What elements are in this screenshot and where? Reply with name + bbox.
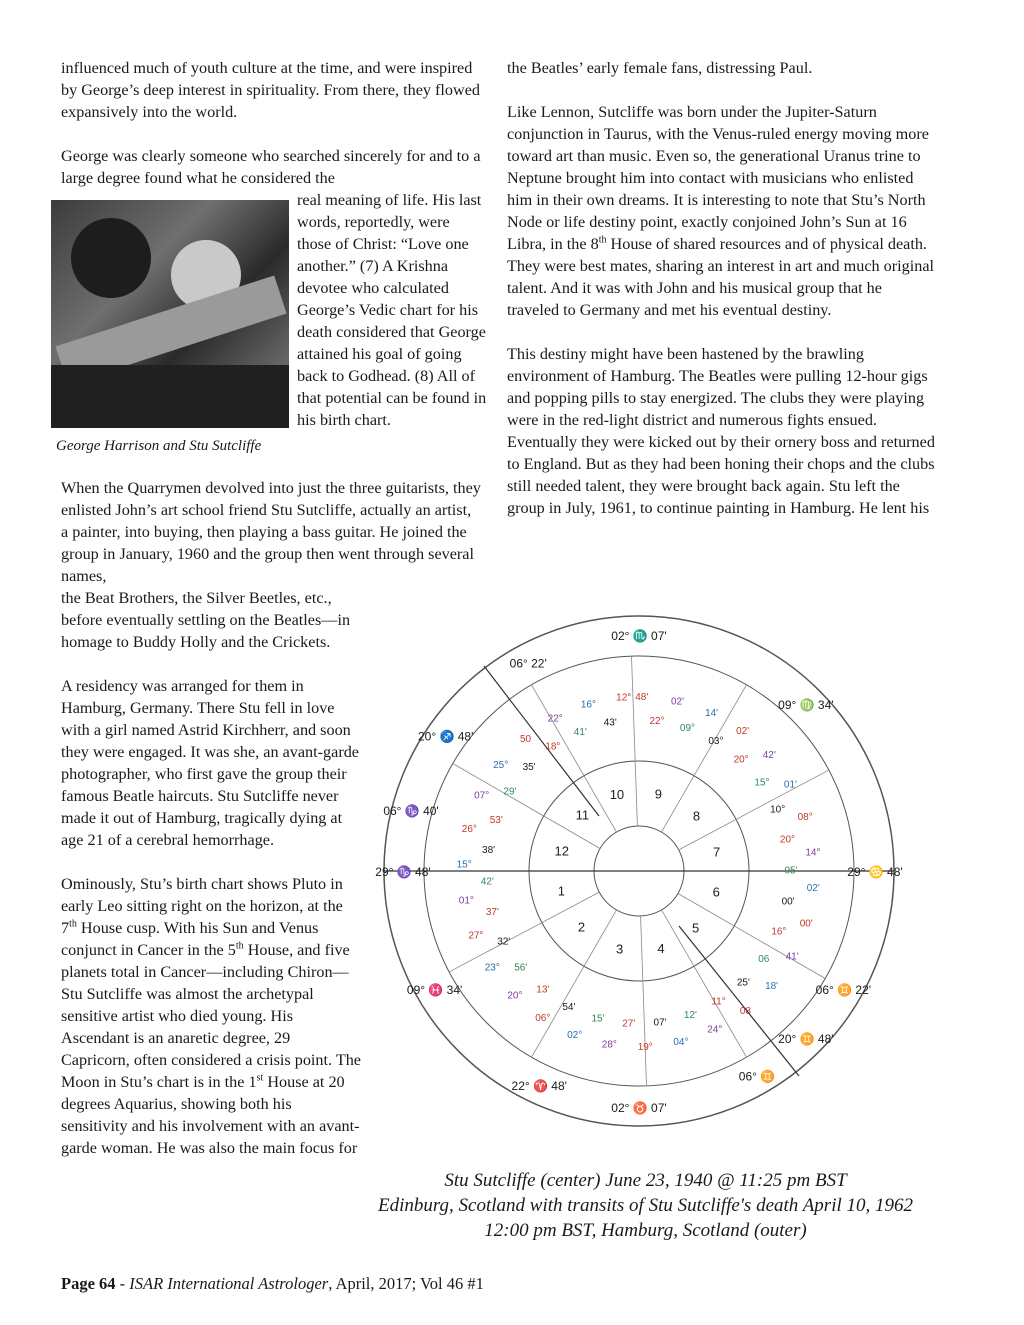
house-number: 3	[616, 941, 624, 957]
planet-degree-label: 23°	[484, 962, 500, 974]
planet-degree-label: 15'	[591, 1013, 605, 1025]
house-number: 9	[654, 786, 662, 802]
paragraph: A residency was arranged for them in Hamburg, Germany. There Stu fell in love with a girl named Astrid Kirchherr, and soon they were engaged. It was she, an avant-garde photographer, who first gave the group their famous Beatle haircuts. Stu Sutcliffe never made it out of Hamburg, tragically dying at age 21 of a cerebral hemorrhage.	[61, 677, 359, 849]
planet-degree-label: 25°	[493, 759, 509, 771]
planet-degree-label: 53'	[489, 814, 503, 826]
astrology-bi-wheel-chart	[369, 605, 909, 1150]
planet-degree-label: 12°	[616, 692, 632, 704]
paragraph: the Beat Brothers, the Silver Beetles, etc., before eventually settling on the Beatles—in homage to Buddy Holly and the Crickets.	[61, 589, 351, 651]
planet-degree-label: 42'	[480, 876, 494, 888]
cusp-label: 06° 22'	[509, 656, 547, 671]
planet-degree-label: 50	[519, 733, 532, 745]
house-number: 11	[575, 807, 590, 823]
planet-degree-label: 18'	[765, 981, 779, 993]
paragraph: influenced much of youth culture at the time, and were inspired by George’s deep interest in spirituality. From there, they flowed expansively into the world.	[61, 59, 480, 121]
page-number: Page 64	[61, 1274, 116, 1293]
planet-degree-label: 24°	[707, 1024, 723, 1036]
planet-degree-label: 22°	[547, 713, 563, 725]
planet-degree-label: 18°	[545, 741, 561, 753]
planet-degree-label: 14°	[805, 847, 821, 859]
planet-degree-label: 27°	[468, 930, 484, 942]
planet-degree-label: 08°	[797, 812, 813, 824]
house-cusp-line	[678, 894, 825, 979]
house-cusp-line	[662, 910, 747, 1057]
planet-degree-label: 29'	[503, 786, 517, 798]
planet-degree-label: 15°	[456, 859, 472, 871]
caption-line: Stu Sutcliffe (center) June 23, 1940 @ 11:25 pm BST	[444, 1170, 847, 1191]
planet-degree-label: 04°	[673, 1036, 689, 1048]
cusp-label: 02° ♉ 07'	[611, 1101, 667, 1115]
house-cusp-line	[631, 656, 637, 826]
planet-degree-label: 02'	[806, 883, 820, 895]
wrapped-text	[297, 189, 487, 431]
caption-line: Edinburg, Scotland with transits of Stu Sutcliffe's death April 10, 1962	[377, 1195, 913, 1216]
house-number: 7	[713, 844, 721, 860]
planet-degree-label: 01°	[458, 895, 474, 907]
cusp-label: 09° ♓ 34'	[406, 983, 463, 997]
cusp-label: 06° ♊ 22'	[815, 983, 872, 997]
planet-degree-label: 22°	[649, 716, 665, 728]
paragraph: Like Lennon, Sutcliffe was born under the Jupiter-Saturn conjunction in Taurus, with the Venus-ruled energy moving more toward art than music. Even so, the generational Uranus trine to Neptune brought him into contact with musicians who enlisted him in their own dreams. It is interesting to note that Stu’s North Node or life destiny point, exactly conjoined John’s Sun at 16 Libra, in the 8th House of shared resources and of physical death. They were best mates, sharing an interest in art and much original talent. And it was with John and his musical group that he traveled to Germany and met his eventual destiny.	[507, 103, 935, 319]
planet-degree-label: 43'	[603, 717, 617, 729]
planet-degree-label: 02°	[567, 1029, 583, 1041]
right-column	[507, 57, 937, 519]
planet-degree-label: 07'	[653, 1017, 667, 1029]
chart-caption	[358, 1168, 933, 1243]
planet-degree-label: 11°	[711, 996, 726, 1008]
left-column-middle	[61, 477, 481, 587]
house-number: 4	[657, 940, 665, 956]
planet-degree-label: 56'	[514, 962, 528, 974]
house-cusp-line	[641, 916, 647, 1086]
planet-degree-label: 32'	[497, 936, 511, 948]
house-number: 8	[692, 808, 701, 824]
planet-degree-label: 41'	[785, 951, 799, 963]
planet-degree-label: 16°	[580, 699, 596, 711]
planet-degree-label: 20°	[779, 834, 796, 846]
magazine-title: ISAR International Astrologer	[129, 1274, 329, 1293]
planet-degree-label: 27'	[622, 1018, 636, 1030]
planet-degree-label: 08	[739, 1005, 751, 1017]
house-number: 6	[712, 884, 720, 900]
house-cusp-line	[453, 764, 600, 849]
planet-degree-label: 05'	[784, 865, 798, 877]
planet-degree-label: 12'	[683, 1010, 697, 1022]
planet-degree-label: 06°	[535, 1013, 551, 1025]
house-number: 5	[691, 920, 700, 936]
cusp-label: 22° ♈ 48'	[511, 1078, 567, 1093]
left-column-top	[61, 57, 481, 189]
planet-degree-label: 38'	[482, 845, 496, 857]
issue-info: , April, 2017; Vol 46 #1	[328, 1274, 484, 1293]
planet-degree-label: 25'	[736, 977, 750, 989]
planet-degree-label: 02'	[670, 696, 685, 708]
photo-george-and-stu	[51, 200, 289, 428]
planet-degree-label: 03°	[708, 735, 724, 747]
cusp-label: 06° ♑ 40'	[383, 803, 439, 818]
planet-degree-label: 01'	[783, 779, 797, 791]
cusp-label: 29° ♋ 48'	[847, 865, 903, 879]
planet-degree-label: 41'	[573, 726, 587, 738]
cusp-label: 02° ♏ 07'	[611, 629, 667, 643]
planet-degree-label: 37'	[485, 907, 499, 919]
house-number: 12	[554, 843, 569, 859]
cusp-label: 20° ♐ 48'	[417, 729, 474, 744]
planet-degree-label: 28°	[601, 1039, 617, 1051]
caption-line: 12:00 pm BST, Hamburg, Scotland (outer)	[484, 1220, 807, 1241]
paragraph: Ominously, Stu’s birth chart shows Pluto in early Leo sitting right on the horizon, at the 7th House cusp. With his Sun and Venus conjunct in Cancer in the 5th House, and five planets total in Cancer—including Chiron—Stu Sutcliffe was almost the archetypal sensitive artist who died young. His Ascendant is an anaretic degree, 29 Capricorn, often considered a crisis point. The Moon in Stu’s chart is in the 1st House at 20 degrees Aquarius, showing both his sensitivity and his involvement with an avant-garde woman. He was also the main focus for	[61, 875, 361, 1157]
planet-degree-label: 02'	[736, 725, 750, 737]
cusp-label: 20° ♊ 48'	[778, 1031, 834, 1046]
left-column-bottom	[61, 587, 361, 1159]
chart-planet-labels	[457, 692, 821, 1053]
planet-degree-label: 09°	[679, 722, 696, 734]
planet-degree-label: 14'	[705, 707, 719, 719]
photo-figure	[51, 200, 289, 454]
planet-degree-label: 16°	[771, 926, 787, 938]
house-number: 2	[577, 919, 586, 935]
paragraph: When the Quarrymen devolved into just the three guitarists, they enlisted John’s art school friend Stu Sutcliffe, actually an artist, a painter, into buying, then playing a bass guitar. He joined the group in January, 1960 and the group then went through several names,	[61, 479, 481, 585]
planet-degree-label: 13'	[536, 984, 550, 996]
cusp-label: 29° ♑ 48'	[375, 865, 431, 879]
paragraph: real meaning of life. His last words, reportedly, were those of Christ: “Love one another.” (7) A Krishna devotee who calculated George’s Vedic chart for his death considered that George attained his goal of going back to Godhead. (8) All of that potential can be found in his birth chart.	[297, 191, 487, 429]
planet-degree-label: 15°	[754, 777, 770, 789]
paragraph: George was clearly someone who searched sincerely for and to a large degree found what he considered the	[61, 147, 481, 187]
planet-degree-label: 26°	[461, 824, 477, 836]
cusp-label: 09° ♍ 34'	[778, 698, 834, 713]
house-number: 10	[609, 787, 625, 803]
planet-degree-label: 00'	[781, 896, 795, 908]
photo-caption: George Harrison and Stu Sutcliffe	[56, 438, 262, 454]
page-footer: Page 64 - ISAR International Astrologer, April, 2017; Vol 46 #1	[61, 1274, 484, 1293]
planet-degree-label: 20°	[733, 754, 749, 766]
planet-degree-label: 54'	[562, 1001, 576, 1013]
house-cusp-line	[532, 685, 617, 832]
planet-degree-label: 10°	[770, 804, 786, 816]
planet-degree-label: 48'	[635, 692, 649, 704]
transit-axis	[484, 666, 599, 816]
transit-axis	[679, 926, 799, 1076]
planet-degree-label: 00'	[799, 918, 813, 930]
paragraph: This destiny might have been hastened by the brawling environment of Hamburg. The Beatles were pulling 12-hour gigs and popping pills to stay energized. The clubs they were playing were in the red-light district and numerous fights ensued. Eventually they were kicked out by their ornery boss and returned to England. But as they had been honing their chops and the clubs still needed talent, they were brought back again. Stu left the group in July, 1961, to continue painting in Hamburg. He lent his	[507, 345, 935, 517]
planet-degree-label: 42'	[762, 750, 776, 762]
planet-degree-label: 06	[758, 953, 770, 965]
planet-degree-label: 35'	[522, 762, 536, 774]
paragraph: the Beatles’ early female fans, distressing Paul.	[507, 59, 813, 77]
planet-degree-label: 20°	[507, 990, 523, 1002]
planet-degree-label: 19°	[637, 1041, 653, 1053]
cusp-label: 06° ♊	[738, 1069, 776, 1084]
planet-degree-label: 07°	[474, 790, 490, 802]
house-number: 1	[557, 883, 565, 899]
